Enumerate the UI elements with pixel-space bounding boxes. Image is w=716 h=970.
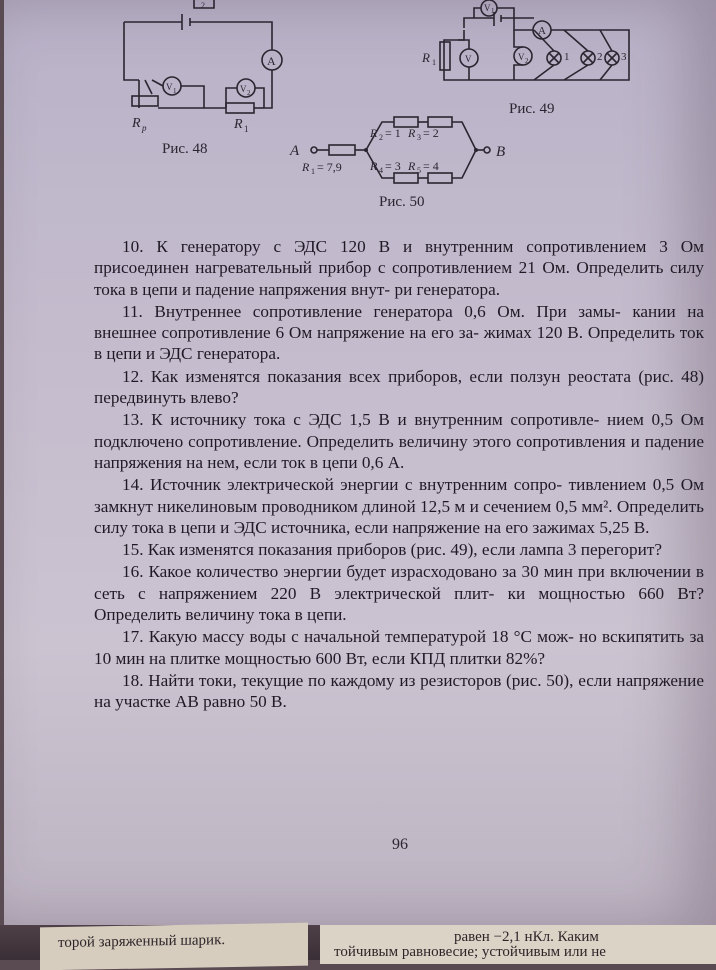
svg-text:3: 3 (417, 133, 421, 142)
problem-12: 12. Как изменятся показания всех приборов, если ползун реостата (рис. 48) передвинуть влево? (94, 366, 705, 408)
svg-text:= 1: = 1 (385, 126, 401, 140)
figure-50-caption: Рис. 50 (379, 194, 425, 210)
svg-text:5: 5 (417, 166, 421, 175)
under-page-left-text: торой заряженный шарик. (40, 923, 308, 970)
svg-text:1: 1 (432, 58, 436, 67)
problem-16: 16. Какое количество энергии будет израсходовано за 30 мин при включении в сеть с напряжением 220 В электрической плит- ки мощностью 660 Вт? Определить величину тока в цепи. (94, 562, 704, 625)
figure-49 (414, 0, 644, 115)
svg-text:1: 1 (491, 7, 495, 15)
problem-11: 11. Внутреннее сопротивление генератора 0,6 Ом. При замы- кании на внешнее сопротивление 6 Ом напряжение на его за- жимах 120 В. Определить ток в цепи и ЭДС генератора. (94, 301, 705, 364)
svg-text:1: 1 (311, 167, 315, 176)
problem-15: 15. Как изменятся показания приборов (рис. 49), если лампа 3 перегорит? (122, 540, 662, 560)
circuit-diagram-50 (284, 108, 509, 188)
problem-14: 14. Источник электрической энергии с внутренним сопро- тивлением 0,5 Ом замкнут никелиновым проводником длиной 12,5 м и сечением 0,5 мм². Определить силу тока в цепи и ЭДС источника, если напряжение на его зажимах 5,25 В. (94, 475, 705, 537)
svg-text:R: R (408, 159, 416, 173)
book-page (4, 0, 716, 925)
figure-48-caption: Рис. 48 (162, 141, 208, 157)
svg-text:= 3: = 3 (385, 159, 401, 173)
svg-text:2: 2 (201, 1, 205, 10)
svg-text:R: R (370, 159, 378, 173)
problem-17: 17. Какую массу воды с начальной температурой 18 °С мож- но вскипятить за 10 мин на плитке мощностью 600 Вт, если КПД плитки 82%? (94, 627, 705, 668)
svg-text:A: A (290, 143, 300, 159)
problem-10: 10. К генератору с ЭДС 120 В и внутренним сопротивлением 3 Ом присоединен нагревательный прибор с сопротивлением 21 Ом. Определить силу тока в цепи и падение напряжения внут- ри генератора. (94, 237, 705, 299)
svg-text:R: R (408, 126, 416, 140)
problem-18: 18. Найти токи, текущие по каждому из резисторов (рис. 50), если напряжение на участке AB равно 50 В. (94, 670, 705, 712)
svg-text:= 2: = 2 (423, 126, 439, 140)
svg-text:1: 1 (564, 51, 570, 63)
svg-text:V: V (465, 54, 472, 64)
svg-text:R: R (132, 116, 141, 131)
svg-text:= 4: = 4 (423, 159, 439, 173)
figure-48 (114, 0, 284, 157)
page-number: 96 (392, 836, 408, 853)
under-page-right-line2: тойчивым равновесие; устойчивым или не (334, 944, 606, 960)
svg-text:R: R (422, 50, 430, 65)
svg-text:A: A (267, 54, 276, 68)
under-page-strip (0, 925, 716, 960)
svg-text:= 7,9: = 7,9 (317, 160, 342, 174)
svg-text:R: R (370, 126, 378, 140)
svg-text:R: R (234, 117, 243, 132)
svg-text:2: 2 (379, 133, 383, 142)
svg-text:V: V (484, 3, 491, 13)
svg-text:2: 2 (247, 89, 251, 97)
svg-text:1: 1 (244, 124, 249, 134)
svg-text:2: 2 (525, 57, 529, 65)
svg-text:4: 4 (379, 166, 383, 175)
svg-text:p: p (142, 123, 147, 133)
problem-13: 13. К источнику тока с ЭДС 1,5 В и внутренним сопротивле- нием 0,5 Ом подключено сопротивление. Определить величину этого сопротивления и падение напряжения на нем, если ток в цепи 0,6 А. (94, 410, 704, 472)
figure-50 (284, 108, 509, 213)
under-page-right (320, 925, 716, 964)
svg-text:B: B (496, 144, 506, 160)
circuit-diagram-49 (414, 0, 644, 100)
problem-list (94, 236, 704, 714)
figure-49-caption: Рис. 49 (509, 101, 555, 117)
svg-text:1: 1 (173, 87, 177, 95)
svg-text:3: 3 (621, 51, 627, 63)
svg-text:V: V (166, 82, 173, 92)
under-page-right-line1: равен −2,1 нКл. Каким (454, 929, 599, 945)
svg-text:V: V (240, 84, 247, 94)
svg-text:R: R (302, 160, 310, 174)
circuit-diagram-48 (114, 0, 284, 150)
svg-text:A: A (538, 25, 546, 37)
svg-text:V: V (518, 52, 525, 62)
svg-text:2: 2 (597, 51, 603, 63)
